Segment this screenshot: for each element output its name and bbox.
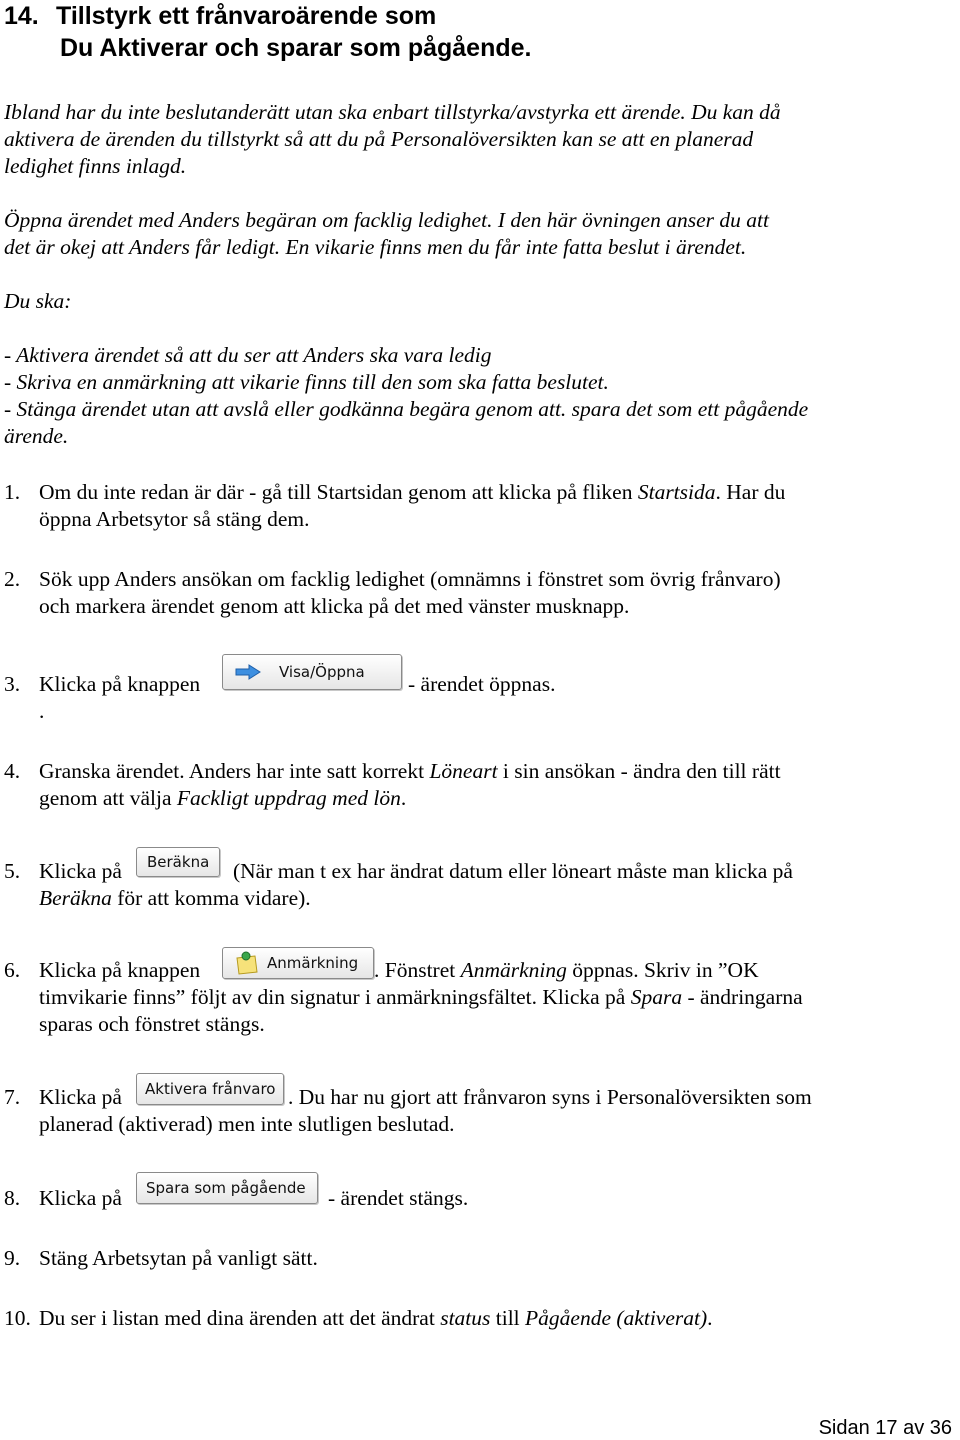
step-10-emphasis-1: status (440, 1306, 491, 1330)
intro-p2-line-1: Öppna ärendet med Anders begäran om facklig ledighet. I den här övningen anser du att (4, 208, 769, 232)
task-item-1: - Aktivera ärendet så att du ser att Anders ska vara ledig (4, 343, 492, 367)
step-9-number: 9. (4, 1246, 21, 1270)
intro-paragraph-1 (4, 99, 954, 180)
intro-p1-line-2: aktivera de ärenden du tillstyrkt så att du på Personalöversikten kan se att en planerad (4, 127, 754, 151)
step-5-emphasis: Beräkna (39, 886, 112, 910)
step-6-text-d: - ändringarna (682, 985, 803, 1009)
step-6 (4, 957, 954, 1042)
step-4-emphasis-1: Löneart (429, 759, 498, 783)
heading-number: 14. (4, 2, 39, 30)
step-4-text-d: . (400, 786, 407, 810)
anmarkning-label: Anmärkning (267, 954, 359, 972)
step-6-number: 6. (4, 958, 21, 982)
visa-oppna-button[interactable] (222, 654, 402, 690)
step-6-text-a: Klicka på knappen (39, 958, 201, 982)
step-4 (4, 758, 954, 818)
step-4-emphasis-2: Fackligt uppdrag med lön (176, 786, 401, 810)
visa-oppna-label: Visa/Öppna (279, 663, 365, 681)
step-9-text: Stäng Arbetsytan på vanligt sätt. (39, 1246, 318, 1270)
step-6-emphasis-1: Anmärkning (460, 958, 567, 982)
step-4-number: 4. (4, 759, 21, 783)
step-8-text-a: Klicka på (39, 1186, 122, 1210)
arrow-right-icon (235, 664, 261, 680)
step-6-line-3: sparas och fönstret stängs. (39, 1012, 265, 1036)
step-3 (4, 671, 954, 731)
task-item-3-line-2: ärende. (4, 424, 69, 448)
step-5-text-b: (När man t ex har ändrat datum eller löneart måste man klicka på (233, 859, 793, 883)
step-1 (4, 479, 954, 539)
step-4-text-a: Granska ärendet. Anders har inte satt korrekt (39, 759, 430, 783)
intro-p2-line-2: det är okej att Anders får ledigt. En vikarie finns men du får inte fatta beslut i ärendet. (4, 235, 747, 259)
step-3-text: Klicka på knappen (39, 672, 201, 696)
step-1-emphasis: Startsida (637, 480, 716, 504)
intro-you-shall: Du ska: (4, 289, 72, 313)
intro-p1-line-1: Ibland har du inte beslutanderätt utan ska enbart tillstyrka/avstyrka ett ärende. Du kan då (4, 100, 781, 124)
step-10-emphasis-2: Pågående (aktiverat) (525, 1306, 708, 1330)
step-6-emphasis-2: Spara (630, 985, 683, 1009)
step-10-text-a: Du ser i listan med dina ärenden att det ändrat (39, 1306, 441, 1330)
step-7-number: 7. (4, 1085, 21, 1109)
task-item-3-line-1: - Stänga ärendet utan att avslå eller godkänna begära genom att. spara det som ett pågående (4, 397, 809, 421)
task-list (4, 342, 954, 450)
step-6-text-b: . Fönstret (374, 958, 461, 982)
step-5-number: 5. (4, 859, 21, 883)
step-10 (4, 1305, 954, 1335)
spara-som-pagaende-button[interactable] (136, 1172, 318, 1204)
berakna-button[interactable] (136, 847, 220, 877)
note-pin-icon (231, 950, 261, 976)
step-2-line-1: Sök upp Anders ansökan om facklig ledighet (omnämns i fönstret som övrig frånvaro) (39, 567, 781, 591)
step-2 (4, 566, 954, 626)
intro-p1-line-3: ledighet finns inlagd. (4, 154, 187, 178)
spara-som-pagaende-label: Spara som pågående (146, 1179, 306, 1197)
step-5-text-a: Klicka på (39, 859, 122, 883)
step-10-number: 10. (4, 1306, 31, 1330)
step-1-text: Om du inte redan är där - gå till Startsidan genom att klicka på fliken (39, 480, 638, 504)
step-3-result: - ärendet öppnas. (408, 672, 556, 696)
berakna-label: Beräkna (147, 853, 210, 871)
heading-line-2: Du Aktiverar och sparar som pågående. (60, 34, 532, 62)
step-6-line-2: timvikarie finns” följt av din signatur i anmärkningsfältet. Klicka på (39, 985, 631, 1009)
anmarkning-button[interactable] (222, 947, 374, 979)
step-4-text-b: i sin ansökan - ändra den till rätt (497, 759, 781, 783)
step-7-text-b: . Du har nu gjort att frånvaron syns i Personalöversikten som (288, 1085, 812, 1109)
step-7-text-a: Klicka på (39, 1085, 122, 1109)
task-item-2: - Skriva en anmärkning att vikarie finns till den som ska fatta beslutet. (4, 370, 609, 394)
step-1-number: 1. (4, 480, 21, 504)
step-1-line-2: öppna Arbetsytor så stäng dem. (39, 507, 310, 531)
step-7-line-2: planerad (aktiverad) men inte slutligen beslutad. (39, 1112, 455, 1136)
aktivera-franvaro-label: Aktivera frånvaro (145, 1080, 276, 1098)
step-1-text-b: . Har du (715, 480, 786, 504)
aktivera-franvaro-button[interactable] (136, 1073, 284, 1105)
step-9 (4, 1245, 954, 1275)
step-8-text-b: - ärendet stängs. (328, 1186, 469, 1210)
step-5-text-c: för att komma vidare). (111, 886, 311, 910)
step-3-dot: . (39, 699, 45, 723)
step-8-number: 8. (4, 1186, 21, 1210)
step-10-text-c: . (707, 1306, 713, 1330)
heading-line-1: Tillstyrk ett frånvaroärende som (56, 2, 437, 30)
intro-paragraph-2 (4, 207, 954, 261)
step-6-text-c: öppnas. Skriv in ”OK (566, 958, 759, 982)
step-4-text-c: genom att välja (39, 786, 177, 810)
step-2-line-2: och markera ärendet genom att klicka på det med vänster musknapp. (39, 594, 630, 618)
page-number: Sidan 17 av 36 (818, 1417, 952, 1439)
step-3-number: 3. (4, 672, 21, 696)
page-heading (4, 0, 531, 64)
step-2-number: 2. (4, 567, 21, 591)
step-10-text-b: till (490, 1306, 526, 1330)
